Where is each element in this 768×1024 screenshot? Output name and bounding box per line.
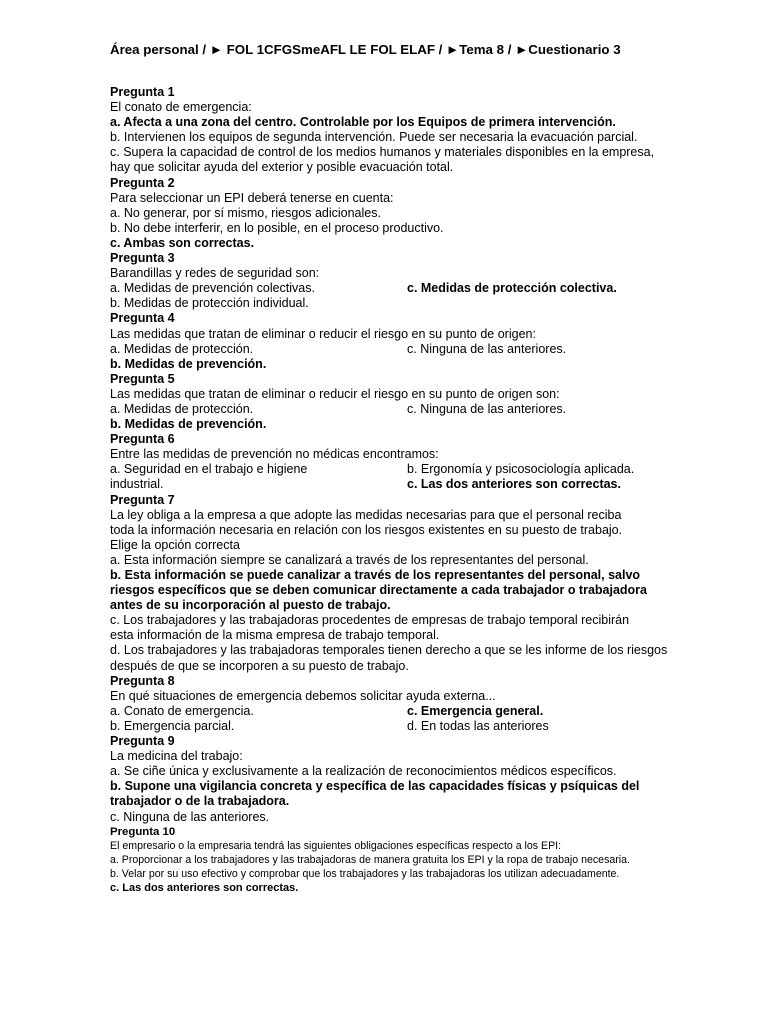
- option-c-correct: c. Medidas de protección colectiva.: [407, 281, 617, 296]
- option-b: b. Emergencia parcial.: [110, 718, 235, 733]
- option-a: a. Esta información siempre se canalizará a través de los representantes del personal.: [110, 552, 589, 567]
- option-c: c. Ninguna de las anteriores.: [407, 341, 567, 356]
- option-c-correct: c. Las dos anteriores son correctas.: [110, 882, 299, 895]
- option-b: b. No debe interferir, en lo posible, en el proceso productivo.: [110, 220, 444, 235]
- option-a: a. Medidas de prevención colectivas.: [110, 281, 315, 296]
- option-d: d. Los trabajadores y las trabajadoras temporales tienen derecho a que se les informe de los riesgos después de que se incorporen a su puesto de trabajo.: [110, 643, 668, 673]
- question-title: Pregunta 1: [110, 85, 175, 99]
- option-a: a. No generar, por sí mismo, riesgos adicionales.: [110, 205, 381, 220]
- option-c-correct: c. Ambas son correctas.: [110, 235, 255, 250]
- options-row: [110, 704, 670, 719]
- option-d: d. En todas las anteriores: [407, 718, 549, 733]
- question-4: [110, 311, 670, 371]
- options-right-column: [407, 462, 670, 492]
- question-title: Pregunta 3: [110, 251, 175, 266]
- question-title: Pregunta 8: [110, 673, 175, 688]
- option-c-correct: c. Las dos anteriores son correctas.: [407, 477, 621, 492]
- option-b: b. Velar por su uso efectivo y comprobar que los trabajadores y las trabajadoras los utilizan adecuadamente.: [110, 868, 620, 881]
- question-10: [110, 825, 670, 896]
- option-b-correct: b. Supone una vigilancia concreta y específica de las capacidades físicas y psíquicas del trabajador o de la trabajadora.: [110, 779, 640, 809]
- question-stem: Las medidas que tratan de eliminar o reducir el riesgo en su punto de origen son:: [110, 386, 560, 401]
- option-c: c. Ninguna de las anteriores.: [407, 401, 567, 416]
- question-3: [110, 251, 670, 311]
- breadcrumb: Área personal / ► FOL 1CFGSmeAFL LE FOL ELAF / ►Tema 8 / ►Cuestionario 3: [110, 42, 621, 57]
- question-9: [110, 734, 670, 825]
- question-stem: Para seleccionar un EPI deberá tenerse en cuenta:: [110, 190, 394, 205]
- question-5: [110, 372, 670, 432]
- option-c: c. Supera la capacidad de control de los medios humanos y materiales disponibles en la empresa, hay que solicitar ayuda del exterior y posible evacuación total.: [110, 145, 655, 175]
- question-title: Pregunta 6: [110, 432, 175, 447]
- question-title: Pregunta 7: [110, 492, 175, 507]
- options-row: [110, 281, 670, 296]
- option-a: a. Se ciñe única y exclusivamente a la realización de reconocimientos médicos específicos.: [110, 764, 617, 779]
- option-b-correct: b. Medidas de prevención.: [110, 356, 267, 371]
- question-title: Pregunta 4: [110, 311, 175, 326]
- option-a: a. Proporcionar a los trabajadores y las trabajadoras de manera gratuita los EPI y la ropa de trabajo necesaria.: [110, 854, 630, 866]
- option-c: c. Ninguna de las anteriores.: [110, 809, 270, 824]
- question-6: [110, 432, 670, 492]
- options-row: [110, 462, 670, 492]
- question-7: [110, 493, 670, 674]
- question-title: Pregunta 10: [110, 825, 176, 838]
- question-title: Pregunta 9: [110, 734, 175, 749]
- option-a: a. Conato de emergencia.: [110, 703, 254, 718]
- options-row: [110, 342, 670, 357]
- option-b: b. Medidas de protección individual.: [110, 296, 309, 311]
- question-title: Pregunta 2: [110, 175, 175, 190]
- question-title: Pregunta 5: [110, 371, 175, 386]
- option-c-correct: c. Emergencia general.: [407, 703, 544, 718]
- option-b: b. Ergonomía y psicosociología aplicada.: [407, 462, 635, 477]
- question-stem: En qué situaciones de emergencia debemos solicitar ayuda externa...: [110, 688, 496, 703]
- question-stem: La medicina del trabajo:: [110, 749, 243, 764]
- question-stem: El conato de emergencia:: [110, 100, 252, 115]
- option-a: a. Medidas de protección.: [110, 341, 254, 356]
- question-stem: El empresario o la empresaria tendrá las siguientes obligaciones específicas respecto a los EPI:: [110, 839, 562, 852]
- question-8: [110, 674, 670, 734]
- option-a: a. Seguridad en el trabajo e higiene industrial.: [110, 462, 308, 492]
- options-row: [110, 402, 670, 417]
- question-stem: Barandillas y redes de seguridad son:: [110, 266, 320, 281]
- question-stem: Las medidas que tratan de eliminar o reducir el riesgo en su punto de origen:: [110, 326, 536, 341]
- quiz-content: [110, 85, 670, 896]
- option-b-correct: b. Esta información se puede canalizar a través de los representantes del personal, salvo riesgos específicos que se deben comunicar directamente a cada trabajador o trabajadora antes de su incorporación al puesto de trabajo.: [110, 568, 647, 613]
- question-stem: La ley obliga a la empresa a que adopte las medidas necesarias para que el personal reciba toda la información necesaria en relación con los riesgos existentes en su puesto de trabajo. Elige la opción correcta: [110, 507, 623, 552]
- question-stem: Entre las medidas de prevención no médicas encontramos:: [110, 447, 439, 462]
- option-c: c. Los trabajadores y las trabajadoras procedentes de empresas de trabajo temporal recibirán esta información de la misma empresa de trabajo temporal.: [110, 613, 630, 643]
- options-row: [110, 719, 670, 734]
- option-b: b. Intervienen los equipos de segunda intervención. Puede ser necesaria la evacuación parcial.: [110, 130, 638, 145]
- question-1: [110, 85, 670, 176]
- option-a-correct: a. Afecta a una zona del centro. Controlable por los Equipos de primera intervención.: [110, 115, 616, 130]
- option-b-correct: b. Medidas de prevención.: [110, 417, 267, 432]
- option-a: a. Medidas de protección.: [110, 401, 254, 416]
- question-2: [110, 176, 670, 251]
